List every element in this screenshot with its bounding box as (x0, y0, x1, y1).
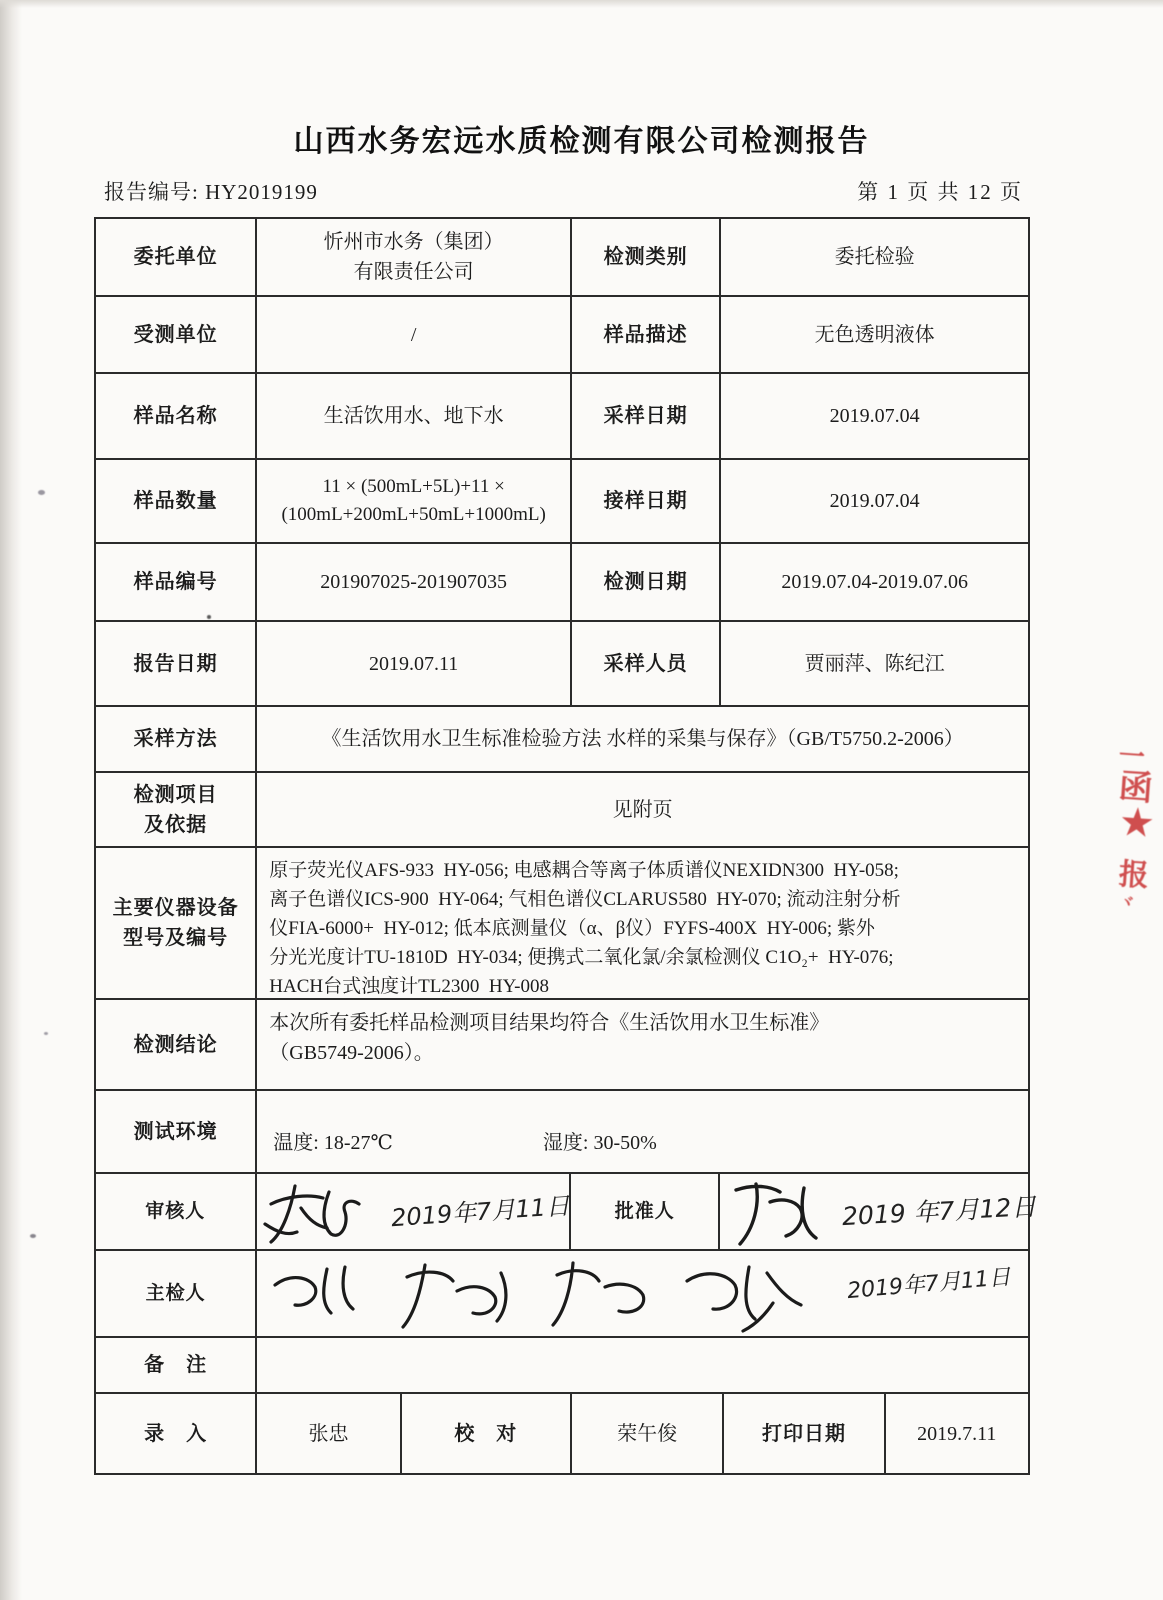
conclusion-label: 检测结论 (96, 1000, 257, 1089)
instruments-line: 原子荧光仪AFS-933 HY-056; 电感耦合等离子体质谱仪NEXIDN300 HY-058; (269, 860, 899, 881)
entry-value: 张忠 (257, 1394, 401, 1473)
sample-qty-line2: (100mL+200mL+50mL+1000mL) (281, 504, 546, 525)
chief-date: 2019年7月11日 (846, 1264, 1013, 1304)
sampling-method-label: 采样方法 (96, 707, 257, 771)
table-row (96, 1251, 1028, 1338)
sample-qty-value (257, 460, 572, 542)
instruments-label-line2: 型号及编号 (123, 927, 229, 949)
table-row (96, 219, 1028, 297)
instruments-label-line1: 主要仪器设备 (112, 897, 239, 919)
instruments-line: 仪FIA-6000+ HY-012; 低本底测量仪（α、β仪）FYFS-400X HY-006; 紫外 (269, 918, 875, 939)
scan-edge-shadow-top (0, 0, 1163, 8)
print-date-value: 2019.7.11 (917, 1422, 997, 1445)
table-row (96, 297, 1028, 374)
test-items-label (96, 773, 257, 846)
report-number (104, 176, 318, 206)
tested-unit-label: 受测单位 (96, 297, 257, 372)
page-indicator: 第 1 页 共 12 页 (857, 180, 1023, 204)
instruments-line: 离子色谱仪ICS-900 HY-064; 气相色谱仪CLARUS580 HY-070; 流动注射分析 (269, 889, 901, 910)
report-number-label: 报告编号: (104, 180, 199, 204)
sampling-date-value: 2019.07.04 (829, 405, 920, 427)
client-value-line1: 忻州市水务（集团） (323, 231, 504, 253)
client-label: 委托单位 (96, 219, 257, 295)
environment-value (257, 1091, 1028, 1172)
instruments-value (257, 848, 1028, 998)
scan-speck (30, 1234, 36, 1238)
table-row (96, 1338, 1028, 1394)
instruments-line: HACH台式浊度计TL2300 HY-008 (269, 976, 550, 997)
approver-signature-cell (720, 1174, 1037, 1249)
sampler-value: 贾丽萍、陈纪江 (804, 652, 945, 675)
approver-signature (720, 1174, 840, 1250)
table-row (96, 374, 1028, 460)
print-date-label: 打印日期 (724, 1394, 885, 1473)
receive-date-label: 接样日期 (572, 460, 721, 542)
approver-label: 批准人 (571, 1174, 720, 1249)
instruments-line: 分光光度计TU-1810D HY-034; 便携式二氧化氯/余氯检测仪 C1O₂+ HY-076; (269, 947, 894, 968)
table-row (96, 1091, 1028, 1174)
entry-label: 录 入 (96, 1394, 257, 1473)
table-row (96, 773, 1028, 848)
test-items-label-line1: 检测项目 (133, 783, 218, 806)
sample-name-value: 生活饮用水、地下水 (257, 374, 572, 458)
red-seal-stamp: 一 函 ★ 报 ヾ (1117, 741, 1157, 913)
sample-name-label: 样品名称 (96, 374, 257, 458)
reviewer-signature-cell (257, 1174, 572, 1249)
table-row (96, 1000, 1028, 1091)
environment-temperature: 温度: 18-27℃ (273, 1132, 393, 1154)
reviewer-date: 2019年7月11日 (389, 1191, 571, 1232)
sample-no-label: 样品编号 (96, 544, 257, 620)
report-date-label: 报告日期 (96, 622, 257, 705)
sample-desc-label: 样品描述 (572, 297, 721, 372)
table-row (96, 622, 1028, 707)
table-row (96, 1174, 1037, 1251)
tested-unit-value: / (257, 297, 572, 372)
scan-speck (44, 1032, 48, 1035)
remark-value (257, 1338, 1028, 1392)
approver-date: 2019 年7月12日 (841, 1191, 1037, 1231)
conclusion-value (257, 1000, 1028, 1089)
chief-signatures (257, 1251, 857, 1337)
proof-label: 校 对 (402, 1394, 572, 1473)
client-value-line2: 有限责任公司 (353, 261, 474, 283)
report-table (94, 217, 1037, 1475)
table-row (96, 848, 1028, 1000)
test-date-value: 2019.07.04-2019.07.06 (781, 571, 968, 593)
sample-desc-value: 无色透明液体 (814, 323, 935, 346)
chief-signature-cell (257, 1251, 1028, 1336)
report-title: 山西水务宏远水质检测有限公司检测报告 (293, 125, 870, 158)
remark-label: 备 注 (96, 1338, 257, 1392)
sample-no-value: 201907025-201907035 (257, 544, 572, 620)
report-date-value: 2019.07.11 (257, 622, 572, 705)
table-row (96, 544, 1028, 622)
conclusion-line1: 本次所有委托样品检测项目结果均符合《生活饮用水卫生标准》 (269, 1012, 830, 1034)
receive-date-value: 2019.07.04 (829, 490, 920, 512)
test-type-label: 检测类别 (572, 219, 721, 295)
chief-label: 主检人 (96, 1251, 257, 1336)
reviewer-signature (257, 1174, 387, 1250)
proof-value: 荣午俊 (572, 1394, 724, 1473)
sample-qty-line1: 11 × (500mL+5L)+11 × (322, 476, 505, 497)
table-row (96, 460, 1028, 544)
report-number-value: HY2019199 (205, 180, 318, 204)
conclusion-line2: （GB5749-2006）。 (269, 1042, 434, 1064)
client-value (257, 219, 572, 295)
table-row (96, 1394, 1028, 1473)
scan-edge-shadow (0, 0, 22, 1600)
instruments-label (96, 848, 257, 998)
sample-qty-label: 样品数量 (96, 460, 257, 542)
test-type-value: 委托检验 (834, 246, 915, 268)
sampler-label: 采样人员 (572, 622, 721, 705)
environment-humidity: 湿度: 30-50% (542, 1132, 657, 1154)
test-items-value: 见附页 (612, 798, 673, 821)
test-items-label-line2: 及依据 (144, 813, 208, 836)
reviewer-label: 审核人 (96, 1174, 257, 1249)
table-row (96, 707, 1028, 773)
sampling-date-label: 采样日期 (572, 374, 721, 458)
environment-label: 测试环境 (96, 1091, 257, 1172)
scan-speck (38, 490, 45, 495)
sampling-method-value: 《生活饮用水卫生标准检验方法 水样的采集与保存》（GB/T5750.2-2006） (321, 728, 964, 750)
test-date-label: 检测日期 (572, 544, 721, 620)
seal-star-icon: ★ (1117, 798, 1157, 848)
